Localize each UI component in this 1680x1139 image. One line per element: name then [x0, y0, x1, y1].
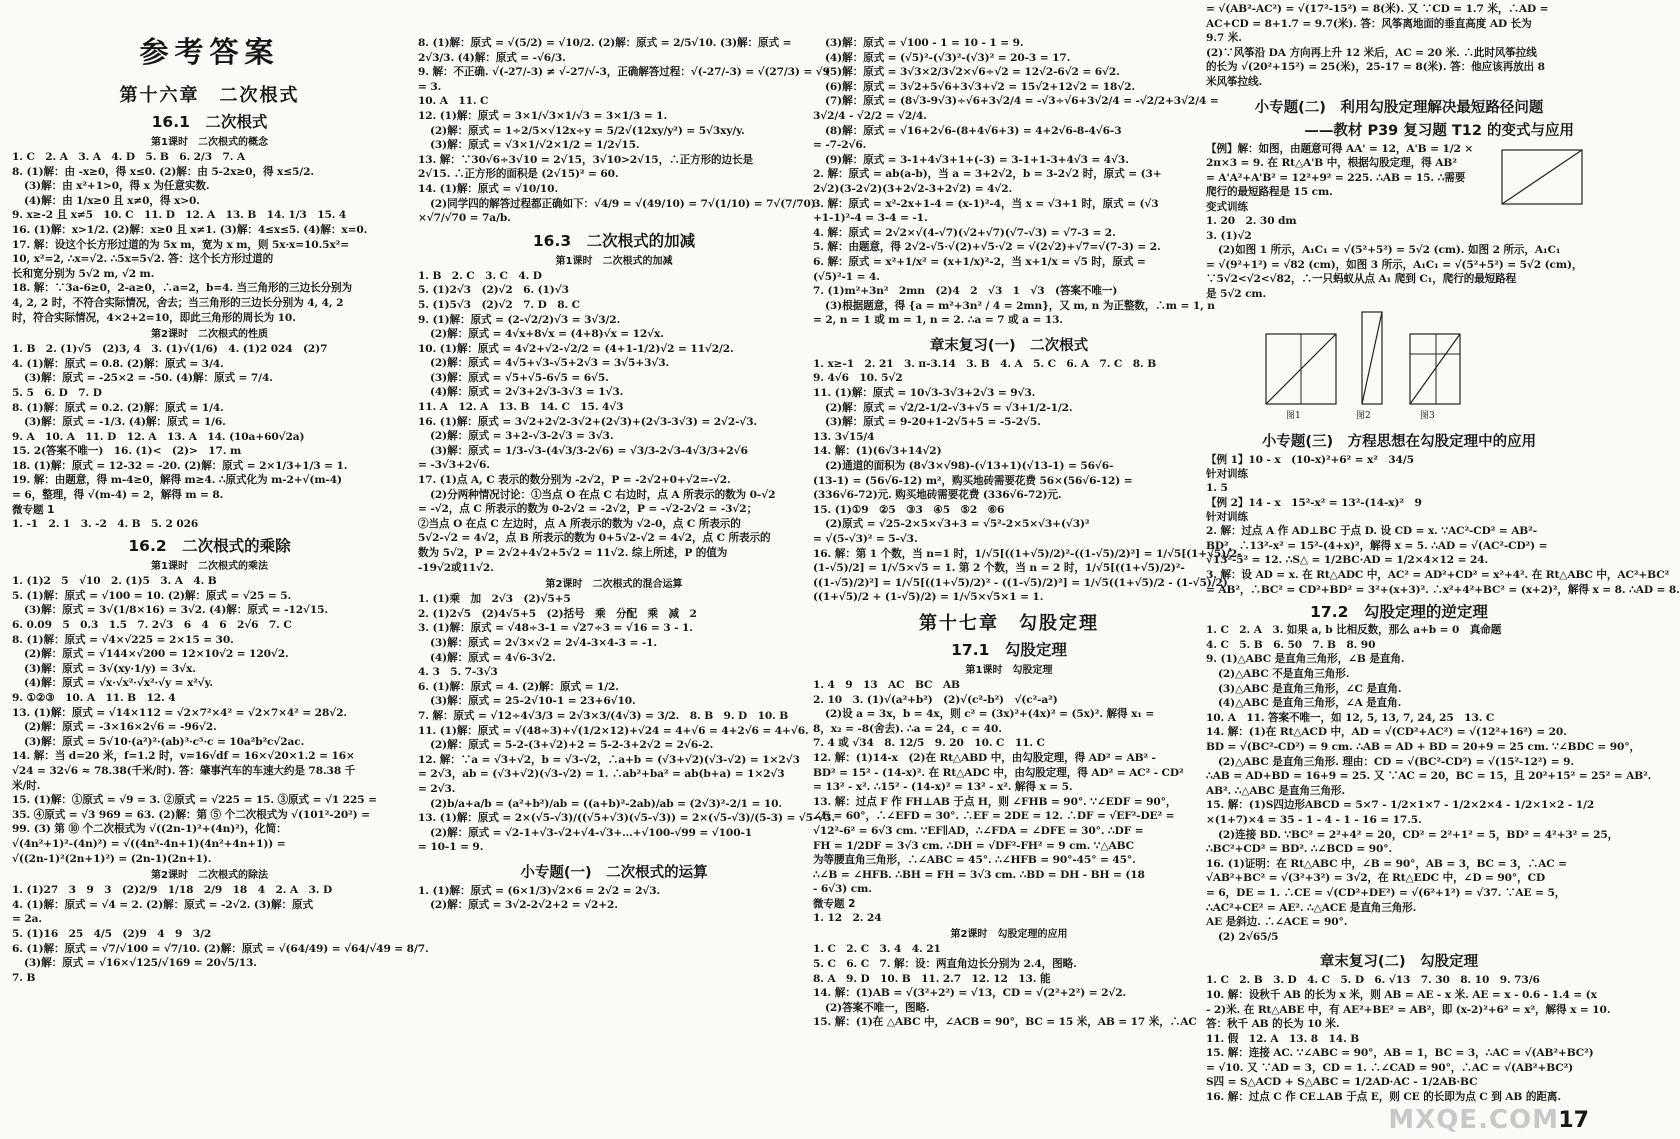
answer-line: (3)解：原式 = 25-2√10-1 = 23+6√10. — [430, 695, 636, 708]
answer-line: 2√3/3. (4)解：原式 = -√6/3. — [418, 51, 566, 64]
answer-line: 17. 解：设这个长方形过道的为 5x m，宽为 x m，则 5x·x=10.5x²= — [12, 238, 349, 251]
answer-line: = 6，DE = 1. ∴CE = √(CD²+DE²) = √(6²+1²) = √37. ∵AE = 5， — [1206, 886, 1566, 899]
answer-line: 35. ④原式 = √3 969 = 63. (2)解：第 ⑤ 个二次根式为 √(101²-20²) = — [12, 808, 370, 821]
micro-topic-title: 微专题 2 — [813, 897, 856, 910]
answer-line: 2. 解：原式 = ab(a-b)，当 a = 3+2√2，b = 3-2√2 时，原式 = (3+ — [813, 168, 1162, 181]
lesson-title: 第1课时 二次根式的加减 — [555, 255, 673, 267]
chapter-16-title: 第十六章 二次根式 — [119, 85, 300, 106]
answer-line: (2)原式 = √25-2×5×√3+3 = √5²-2×5×√3+(√3)² — [825, 518, 1090, 531]
answer-line: 1. C 2. B 3. D 4. C 5. D 6. √13 7. 30 8. 10 9. 73/6 — [1206, 974, 1540, 987]
answer-line: AE 是斜边. ∴∠ACE = 90°. — [1206, 916, 1348, 929]
answer-line: (4)解：由 1/x≥0 且 x≠0，得 x>0. — [24, 194, 200, 207]
answer-line: 1. 20 2. 30 dm — [1206, 214, 1297, 227]
answer-line: 13. (1)解：原式 = 2×(√5-√3)/((√5+√3)(√5-√3)) = 2×(√5-√3)/(5-3) = √5-√3. — [418, 812, 835, 825]
answer-line: 5. (1)16 25 4/5 (2)9 4 9 3/2 — [12, 927, 212, 940]
answer-line: 4. (1)解：原式 = √4 = 2. (2)解：原式 = -2√2. (3)解：原式 — [12, 898, 313, 911]
answer-line: (8)解：原式 = √16+2√6-(8+4√6+3) = 4+2√6-8-4√6-3 — [825, 124, 1122, 137]
answer-line: ×√7/√70 = 7a/b. — [418, 212, 511, 225]
lesson-title: 第2课时 二次根式的混合运算 — [545, 579, 683, 591]
answer-line: = A'A²+A'B² = 12²+9² = 225. ∴AB = 15. ∴需要 — [1206, 171, 1466, 184]
answer-block — [12, 150, 407, 325]
answer-line: 8，x₂ = -8(舍去). ∴a = 24，c = 40. — [813, 722, 1002, 735]
answer-line: (2)答案不唯一，图略. — [825, 1001, 930, 1014]
lesson-title: 第1课时 二次根式的概念 — [151, 137, 268, 148]
answer-block — [1206, 2, 1592, 90]
answer-line: 1. B 2. (1)√5 (2)3, 4 3. (1)√(1/6) 4. (1)2 024 (2)7 — [12, 343, 328, 356]
answer-line: (3)解：原式 = √100 - 1 = 10 - 1 = 9. — [825, 37, 1024, 49]
answer-line: 13. 解：过点 F 作 FH⊥AB 于点 H，则 ∠FHB = 90°. ∵∠EDF = 90°， — [813, 795, 1177, 808]
cuboid-figure-1 — [1262, 314, 1342, 414]
answer-line: (2)解：原式 = √144×√200 = 12×10√2 = 120√2. — [24, 648, 289, 661]
answer-line: 15. (1)①9 ②5 ③3 ④5 ⑤2 ⑥6 — [813, 503, 1005, 516]
answer-line: 12. (1)解：原式 = 3×1/√3×1/√3 = 3×1/3 = 1. — [418, 109, 668, 122]
answer-line: (2)解：原式 = √2-1+√3-√2+√4-√3+…+√100-√99 = √100-1 — [430, 826, 753, 839]
answer-line: (9)解：原式 = 3-1+4√3+1+(-3) = 3-1+1-3+4√3 = 4√3. — [825, 153, 1129, 166]
answer-line: (13-1) = (56√6-12) m²，购买地砖需要花费 56×(56√6-12) = — [813, 474, 1133, 487]
answer-line: √12²-6² = 6√3 cm. ∵EF∥AD，∴∠FDA = ∠DFE = 30°. ∴DF = — [813, 824, 1144, 837]
answer-line: 11. 假 12. A 13. 8 14. B — [1206, 1032, 1360, 1045]
answer-line: -19√2或11√2. — [418, 561, 494, 574]
answer-line: 9. A 10. A 11. D 12. A 13. A 14. (10a+60√2a) — [12, 430, 305, 443]
answer-line: (3)根据题意，得 {a = m²+3n² / 4 = 2mn}，又 m, n 为正整数，∴m = 1, n — [825, 299, 1215, 312]
answer-line: 15. 2(答案不唯一) 16. (1)< (2)> 17. m — [12, 445, 242, 458]
answer-line: (2)分两种情况讨论：①当点 O 在点 C 右边时，点 A 所表示的数为 0-√2 — [430, 488, 776, 501]
answer-line: = √10. 又 ∵AD = 3，CD = 1. ∴∠CAD = 90°，∴AC = √(AB²+BC²) — [1206, 1061, 1574, 1074]
chapter-review-2-title: 章末复习(二) 勾股定理 — [1319, 954, 1479, 971]
answer-line: 3. (1)√2 — [1206, 229, 1252, 242]
answer-line: 15. 解：(1)S四边形ABCD = 5×7 - 1/2×1×7 - 1/2×2×4 - 1/2×1×2 - 1/2 — [1206, 799, 1595, 812]
answer-line: (7)解：原式 = (8√3-9√3)÷√6+3√2/4 = -√3÷√6+3√2/4 = -√2/2+3√2/4 = — [825, 95, 1219, 108]
answer-block — [418, 269, 810, 575]
answer-line: ②当点 O 在点 C 左边时，点 A 所表示的数为 √2-0，点 C 所表示的 — [418, 517, 741, 530]
answer-line: 1. -1 2. 1 3. -2 4. B 5. 2 026 — [12, 517, 199, 530]
answer-line: √AB²+BC² = √(3²+3²) = 3√2，在 Rt△EDC 中，∠D = 90°，CD — [1206, 872, 1546, 885]
answer-line: 5. C 6. C 7. 解：设：两直角边长分别为 2.4，图略. — [813, 958, 1077, 971]
answer-line: AB². ∴△ABC 是直角三角形. — [1206, 784, 1346, 797]
answer-line: AC+CD = 8+1.7 = 9.7(米). 答：风筝离地面的垂直高度 AD 长为 — [1206, 17, 1532, 30]
answer-line: 14. 解：当 d=20 米，f=1.2 时，v=16√df = 16×√20×1.2 = 16× — [12, 750, 355, 763]
answer-line: 7. 4 或 √34 8. 12/5 9. 20 10. C 11. C — [813, 737, 1045, 750]
answer-line: 6. (1)解：原式 = √7/√100 = √7/10. (2)解：原式 = √(64/49) = √64/√49 = 8/7. — [12, 942, 429, 955]
answer-line: = √(AB²-AC²) = √(17²-15²) = 8(米). 又 ∵CD = 1.7 米，∴AD = — [1206, 3, 1549, 15]
answer-line: 14. (1)解：原式 = √10/10. — [418, 182, 559, 195]
answer-line: 8. (1)解：原式 = √(5/2) = √10/2. (2)解：原式 = 2/5√10. (3)解：原式 = — [418, 37, 792, 49]
answer-line: (2)通道的面积为 (8√3×√98)-(√13+1)(√13-1) = 56√6- — [825, 460, 1114, 473]
answer-line: (3)解：原式 = 1/3-√3-(4√3/3-2√6) = √3/3-2√3-4√3/3+2√6 — [430, 444, 748, 457]
answer-line: (2)解：原式 = 3√2-2√2+2 = √2+2. — [430, 899, 618, 912]
column-4 — [1206, 0, 1680, 1139]
answer-line: 1. 4 9 13 AC BC AB — [813, 678, 960, 691]
watermark: MXQE.COM — [1388, 1105, 1559, 1135]
answer-line: (4)解：原式 = 2√3+2√3-3√3 = 1√3. — [430, 386, 624, 399]
answer-line: 【例 2】14 - x 15²-x² = 13²-(14-x)² 9 — [1206, 496, 1422, 509]
answer-line: = 6，整理，得 √(m-4) = 2，解得 m = 8. — [12, 489, 224, 502]
answer-line: 数为 5√2，P = 2√2+4√2+5√2 = 11√2. 综上所述，P 的值为 — [418, 547, 728, 559]
answer-line: (2)解：原式 = √2/2-1/2-√3+√5 = √3+1/2-1/2. — [825, 401, 1073, 414]
answer-line: ((1-√5)/2)²] = 1/√5[((1+√5)/2)² - ((1-√5)/2)²] = 1/√5((1+√5)/2 - (1-√5)/2) — [813, 576, 1228, 589]
cylinder-unfold-diagram — [1496, 144, 1588, 210]
answer-line: 长和宽分别为 5√2 m, √2 m. — [12, 267, 155, 280]
answer-line: ∴BC²+CD² = BD². ∴∠BCD = 90°. — [1206, 843, 1393, 856]
answer-line: (3)解：原式 = 2√3×√2 = 2√4-3×4-3 = -1. — [430, 636, 657, 649]
answer-line: 4, 2, 2 时，不符合实际情况，舍去；当三角形的三边长分别为 4, 4, 2 — [12, 296, 344, 309]
answer-line: (2)∵风筝沿 DA 方向再上升 12 米后，AC = 20 米. ∴此时风筝拉线 — [1206, 46, 1537, 59]
answer-line: = 2√3. — [418, 782, 456, 795]
lesson-title: 第2课时 二次根式的性质 — [151, 329, 268, 341]
answer-line: (3)解：原式 = -1/3. (4)解：原式 = 1/6. — [24, 416, 226, 429]
answer-line: 3. 解：设 AD = x. 在 Rt△ADC 中，AC² = AD²+CD² = x²+4². 在 Rt△ABC 中，AC²+BC² — [1206, 569, 1670, 582]
answer-line: 9. 4√6 10. 5√2 — [813, 372, 903, 385]
answer-line: (2)△ABC 不是直角三角形. — [1218, 668, 1350, 681]
section-17-2-title: 17.2 勾股定理的逆定理 — [1310, 603, 1488, 622]
answer-line: 是 5√2 cm. — [1206, 287, 1267, 300]
answer-line: 5. (1)解：原式 = √100 = 10. (2)解：原式 = √25 = 5. — [12, 589, 292, 602]
answer-line: ((1+√5)/2 + (1-√5)/2) = 1/√5×√5×1 = 1. — [813, 591, 1044, 604]
answer-line: = 3. — [418, 80, 442, 93]
answer-line: 4. 解：原式 = 2√2×√(4-√7)(√2+√7)(√7-√3) = √7-3 = 2. — [813, 226, 1116, 239]
answer-block — [813, 678, 1205, 897]
answer-line: 1. (1)27 3 9 3 (2)2/9 1/18 2/9 18 4 2. A 3. D — [12, 884, 333, 897]
answer-line: 爬行的最短路程是 15 cm. — [1206, 186, 1333, 199]
answer-block — [12, 342, 407, 503]
answer-line: ×(1+7)×4 = 35 - 1 - 4 - 1 - 16 = 17.5. — [1206, 813, 1422, 826]
figure-caption: 图2 — [1356, 410, 1371, 421]
answer-line: +1-1)²-4 = 3-4 = -1. — [813, 212, 928, 225]
answer-line: 9. (1)解：原式 = (2-√2/2)√3 = 3√3/2. — [418, 313, 621, 326]
answer-line: 1. 5 — [1206, 482, 1228, 495]
answer-line: (1-√5)/2] = 1/√5×√5 = 1. 第 2 个数，当 n = 2 时，1/√5[((1+√5)/2)²- — [813, 562, 1185, 575]
answer-line: 6. 解：原式 = x²+1/x² = (x+1/x)²-2，当 x+1/x = √5 时，原式 = — [813, 255, 1146, 268]
answer-line: √(4n²+1)²-(4n)²) = √((4n²-4n+1)(4n²+4n+1)) = — [12, 837, 286, 850]
answer-line: (2)解：原式 = 1÷2/5×√12x÷y = 5/2√(12xy/y²) = 5√3xy/y. — [430, 124, 745, 137]
practice-label: 变式训练 — [1206, 200, 1248, 213]
answer-line: (3)解：原式 = 3√(xy·1/y) = 3√x. — [24, 662, 196, 675]
answer-line: 12. 解：(1)14-x (2)在 Rt△ABD 中，由勾股定理，得 AD² = AB² - — [813, 751, 1156, 764]
column-1 — [12, 0, 429, 1139]
answer-line: 答：秋千 AB 的长为 10 米. — [1206, 1018, 1340, 1031]
answer-line: 2√2)(3-2√2)(3+2√2-3+2√2) = 4√2. — [813, 182, 1013, 195]
page-title: 参考答案 — [139, 35, 280, 69]
answer-line: = AB²，∴BC² = CD²+BD² = 3²+(x+3)². ∴x²+4²+BC² = (x+2)²，解得 x = 8. ∴AD = 8. — [1206, 583, 1680, 596]
answer-line: (2)△ABC 是直角三角形. 理由：CD = √(BC²-CD²) = √(15²-12²) = 9. — [1218, 755, 1575, 768]
lesson-title: 第1课时 勾股定理 — [965, 664, 1053, 676]
answer-line: ∠E = 60°，∴∠EFD = 30°. ∴EF = 2DE = 12. ∴DF = √EF²-DE² = — [813, 810, 1175, 823]
answer-line: (2)b/a+a/b = (a²+b²)/ab = ((a+b)²-2ab)/ab = (2√3)²-2/1 = 10. — [430, 797, 782, 810]
answer-line: (2)解：原式 = 3+2-√3-2√3 = 3√3. — [430, 430, 614, 443]
answer-line: = √(5-√3)² = 5-√3. — [813, 533, 918, 545]
answer-block — [813, 36, 1219, 328]
answer-line: = -7-2√6. — [813, 139, 867, 152]
answer-line: (2)解：原式 = 5-2-(3+√2)+2 = 5-2-3+2√2 = 2√6-2. — [430, 739, 714, 752]
answer-line: 15. 解：(1)在 △ABC 中，∠ACB = 90°，BC = 15 米，AB = 17 米，∴AC — [813, 1016, 1197, 1029]
answer-line: 16. (1)证明：在 Rt△ABC 中，∠B = 90°，AB = 3，BC = 3，∴AC = — [1206, 857, 1567, 870]
answer-line: 18. 解：∵3a-6≥0，2-a≥0，∴a=2，b=4. 当三角形的三边长分别为 — [12, 282, 352, 295]
answer-line: = -3√3+2√6. — [418, 459, 490, 472]
answer-line: ∴∠B = ∠HFB. ∴BH = FH = 3√3 cm. ∴BD = DH - BH = (18 — [813, 868, 1145, 881]
section-16-2-title: 16.2 二次根式的乘除 — [128, 537, 291, 556]
answer-line: 10. (1)解：原式 = 4√2+√2-√2/2 = (4+1-1/2)√2 = 11√2/2. — [418, 342, 734, 355]
answer-line: (3)解：原式 = √5+√5-6√5 = 6√5. — [430, 371, 609, 384]
answer-line: - 2)米. 在 Rt△ABE 中，有 AE²+BE² = AB²，即 (x-2)²+6² = x²，解得 x = 10. — [1206, 1003, 1611, 1016]
answer-line: 1. B 2. C 3. C 4. D — [418, 269, 542, 282]
section-17-1-title: 17.1 勾股定理 — [951, 640, 1067, 659]
answer-line: 7. (1)m²+3n² 2mn (2)4 2 √3 1 √3 (答案不唯一) — [813, 285, 1118, 298]
section-16-3-title: 16.3 二次根式的加减 — [532, 231, 696, 250]
answer-block — [813, 942, 1205, 1030]
answer-line: BD²，∴13²-x² = 15²-(4+x)²，解得 x = 5. ∴AD = √(AC²-CD²) = — [1206, 539, 1548, 552]
cuboid-figure-3 — [1406, 314, 1466, 414]
practice-label: 针对训练 — [1206, 468, 1248, 481]
answer-line: 18. (1)解：原式 = 12-32 = -20. (2)解：原式 = 2×1/3+1/3 = 1. — [12, 459, 348, 472]
answer-line: (√5)²-1 = 4. — [813, 270, 880, 283]
answer-line: 11. (1)解：原式 = √(48÷3)+√(1/2×12)+√24 = 4+√6 = 4+2√6 = 4+√6. — [418, 724, 809, 737]
answer-line: 2. 解：过点 A 作 AD⊥BC 于点 D. 设 CD = x. ∵AC²-CD² = AB²- — [1206, 525, 1538, 538]
answer-line: 4. 3 5. 7-3√3 — [418, 666, 498, 679]
answer-line: 1. 12 2. 24 — [813, 911, 882, 924]
answer-line: 11. A 12. A 13. B 14. C 15. 4√3 — [418, 401, 624, 414]
answer-line: 3√2/4 - √2/2 = √2/4. — [813, 109, 927, 122]
answer-line: 19. 解：由题意，得 m-4≥0，解得 m≥4. ∴原式化为 m-2+√(m-4) — [12, 474, 342, 487]
answer-line: 【例】解：如图，由题意可得 AA' = 12，A'B = 1/2 × — [1206, 142, 1474, 155]
answer-line: 的长为 √(20²+15²) = 25(米)，25-17 = 8(米). 答：他应该再放出 8 — [1206, 61, 1545, 74]
answer-line: (4)解：原式 = √x·√x²·√x²·√y = x²√y. — [24, 677, 214, 690]
answer-line: 2. 10 3. (1)√(a²+b²) (2)√(c²-b²) √(c²-a²) — [813, 693, 1058, 706]
answer-block — [1206, 973, 1611, 1104]
answer-line: 13. (1)解：原式 = √14×112 = √2×7²×4² = √2×7×4² = 28√2. — [12, 706, 347, 719]
answer-line: BD² = 15² - (14-x)². 在 Rt△ADC 中，由勾股定理，得 AD² = AC² - CD² — [813, 766, 1184, 779]
answer-line: 11. (1)解：原式 = 10√3-3√3+2√3 = 9√3. — [813, 387, 1036, 400]
answer-line: 9. ①②③ 10. A 11. B 12. 4 — [12, 692, 176, 704]
answer-line: 15. 解：连接 AC. ∵∠ABC = 90°，AB = 1，BC = 3，∴AC = √(AB²+BC²) — [1206, 1047, 1594, 1060]
answer-line: 99. (3) 第 ⑩ 个二次根式为 √((2n-1)²+(4n)²)，化简： — [12, 823, 287, 836]
answer-line: 4. C 5. B 6. 50 7. B 8. 90 — [1206, 638, 1376, 651]
answer-line: 1. x≥-1 2. 21 3. π-3.14 3. B 4. A 5. C 6. A 7. C 8. B — [813, 357, 1157, 370]
answer-line: 米风筝拉线. — [1206, 75, 1263, 88]
answer-line: BD = √(BC²-CD²) = 9 cm. ∴AB = AD + BD = 20+9 = 25 cm. ∵∠BDC = 90°， — [1206, 741, 1641, 753]
answer-line: 8. (1)解：由 -x≥0，得 x≤0. (2)解：由 5-2x≥0，得 x≤5/2. — [12, 165, 314, 178]
answer-line: (3)解：原式 = -25×2 = -50. (4)解：原式 = 7/4. — [24, 372, 273, 385]
answer-line: 9. 解：不正确. √(-27/-3) ≠ √-27/√-3，正确解答过程：√(-27/-3) = √(27/3) = √9 — [418, 66, 830, 79]
answer-line: - 6√3) cm. — [813, 883, 872, 896]
answer-block — [1206, 453, 1680, 598]
answer-line: ∴AC²+CE² = AE². ∴△ACE 是直角三角形. — [1206, 901, 1417, 914]
answer-block — [418, 36, 830, 226]
answer-line: √((2n-1)²(2n+1)²) = (2n-1)(2n+1). — [12, 852, 212, 865]
answer-line: ∵5√2<√2<√82，∴一只蚂蚁从点 A₁ 爬到 C₁，爬行的最短路程 — [1206, 273, 1517, 286]
answer-line: 4. (1)解：原式 = 0.8. (2)解：原式 = 3/4. — [12, 357, 224, 370]
answer-line: 9. x≥-2 且 x≠5 10. C 11. D 12. A 13. B 14. 1/3 15. 4 — [12, 209, 347, 222]
answer-line: (2)连接 BD. ∵BC² = 2²+4² = 20，CD² = 2²+1² = 5，BD² = 4²+3² = 25， — [1218, 828, 1619, 841]
answer-line: 14. 解：(1)AB = √(3²+2²) = √13，CD = √(2²+2²) = 2√2. — [813, 987, 1127, 1000]
answer-line: 10. A 11. 答案不唯一，如 12, 5, 13, 7, 24, 25 13. C — [1206, 711, 1495, 724]
answer-line: = 2√3，ab = (√3+√2)(√3-√2) = 1. ∴ab²+ba² = ab(b+a) = 1×2√3 — [418, 768, 785, 781]
answer-line: 5. (1)2√3 (2)√2 6. (1)√3 — [418, 284, 569, 297]
cuboid-figures — [1206, 306, 1592, 424]
page-number: 17 — [1558, 1108, 1589, 1133]
answer-line: 12. 解：∵a = √3+√2，b = √3-√2，∴a+b = (√3+√2)(√3-√2) = 1×2√3 — [418, 753, 800, 766]
lesson-title: 第1课时 二次根式的乘法 — [151, 561, 268, 573]
answer-line: S四 = S△ACD + S△ABC = 1/2AD·AC - 1/2AB·BC — [1206, 1076, 1478, 1089]
answer-line: 为等腰直角三角形，∴∠ABC = 45°. ∴∠HFB = 90°-45° = 45°. — [813, 854, 1136, 867]
answer-line: 6. (1)解：原式 = 4. (2)解：原式 = 1/2. — [418, 680, 619, 693]
answer-line: (6)解：原式 = 3√2+5√6+3√3+√2 = 15√2+12√2 = 18√2. — [825, 80, 1135, 93]
answer-line: (2)解：原式 = 4√5+√3-√5+2√3 = 3√5+3√3. — [430, 357, 670, 370]
answer-line: 6. 0.09 5 0.3 1.5 7. 2√3 6 4 6 2√6 7. C — [12, 619, 292, 632]
answer-line: 3. 解：原式 = x²-2x+1-4 = (x-1)²-4，当 x = √3+1 时，原式 = (√3 — [813, 197, 1159, 210]
section-16-1-title: 16.1 二次根式 — [151, 113, 268, 131]
answer-line: 【例 1】10 - x (10-x)²+6² = x² 34/5 — [1206, 453, 1414, 466]
answer-line: 7. B — [12, 971, 36, 984]
answer-line: (2)解：原式 = -3×16×2√6 = -96√2. — [24, 721, 217, 734]
answer-line: (5)解：原式 = 3√3×2/3√2×√6÷√2 = 12√2-6√2 = 6√2. — [825, 66, 1120, 79]
answer-line: √13²-5² = 12. ∴S△ = 1/2BC·AD = 1/2×4×12 = 24. — [1206, 554, 1489, 567]
answer-line: 14. 解：(1)在 Rt△ACD 中，AD = √(CD²+AC²) = √(12²+16²) = 20. — [1206, 726, 1567, 739]
answer-block — [1206, 623, 1652, 944]
answer-line: (2) 2√65/5 — [1218, 930, 1279, 943]
answer-block — [12, 883, 429, 985]
answer-line: (336√6-72)元. 购买地砖需要花费 (336√6-72)元. — [813, 489, 1062, 502]
answer-line: 时，符合实际情况，4×2+2=10，即此三角形的周长为 10. — [12, 311, 296, 324]
answer-line: = 2a. — [12, 913, 42, 926]
lesson-title: 第2课时 勾股定理的应用 — [950, 929, 1068, 941]
answer-line: (3)解：原式 = 9-20+1-2√5+5 = -5-2√5. — [825, 416, 1041, 429]
answer-line: 1. C 2. C 3. 4 4. 21 — [813, 943, 941, 956]
answer-block — [418, 592, 835, 855]
answer-line: = 10-1 = 9. — [418, 841, 484, 854]
answer-line: 16. (1)解：原式 = 3√2+2√2-3√2+(2√3)+(2√3-3√3) = 2√2-√3. — [418, 415, 758, 428]
answer-line: 1. (1)2 5 √10 2. (1)5 3. A 4. B — [12, 575, 217, 588]
answer-line: 2π×3 = 9. 在 Rt△A'B 中，根据勾股定理，得 AB² — [1206, 157, 1457, 170]
answer-line: 13. 解：∵30√6÷3√10 = 2√15，3√10>2√15，∴正方形的边长是 — [418, 153, 754, 166]
answer-line: 1. (1)乘 加 2√3 (2)√5+5 — [418, 593, 571, 606]
answer-line: = 2, n = 1 或 m = 1, n = 2. ∴a = 7 或 a = 13. — [813, 314, 1063, 327]
answer-line: 10. 解：设秋千 AB 的长为 x 米，则 AB = AE - x 米. AE = x - 0.6 - 1.4 = (x — [1206, 988, 1597, 1001]
answer-line: (4)解：原式 = (√5)²-(√3)²-(√3)² = 20-3 = 17. — [825, 51, 1071, 64]
answer-line: (3)解：原式 = 5√10·(a²)²·(ab)³·c⁵·c = 10a²b²c√2ac. — [24, 735, 305, 748]
answer-line: 8. (1)解：原式 = √4×√225 = 2×15 = 30. — [12, 633, 234, 646]
answer-line: FH = 1/2DF = 3√3 cm. ∴DH = √DF²-FH² = 9 cm. ∵△ABC — [813, 839, 1134, 852]
answer-line: = -√2，点 C 所表示的数为 0-2√2 = -2√2，P = -√2-2√2 = -3√2； — [418, 503, 758, 516]
answer-line: 5. (1)5√3 (2)√2 7. D 8. C — [418, 298, 580, 311]
answer-line: 8. (1)解：原式 = 0.2. (2)解：原式 = 1/4. — [12, 401, 224, 414]
answer-line: 1. (1)解：原式 = (6×1/3)√2×6 = 2√2 = 2√3. — [418, 884, 661, 897]
answer-line: 16. (1)解：x>1/2. (2)解：x≥0 且 x≠1. (3)解：4≤x≤5. (4)解：x=0. — [12, 223, 368, 236]
lesson-title: 第2课时 二次根式的除法 — [151, 870, 268, 882]
answer-line: 13. 3√15/4 — [813, 430, 875, 443]
answer-line: (3)解：原式 = √3×1/√2×1/2 = 1/2√15. — [430, 139, 640, 152]
answer-line: 9.7 米. — [1206, 32, 1242, 45]
answer-line: 5. 解：由题意，得 2√2-√5·√(2)+√5·√2 = √(2√2)+√7=√(7-3) = 2. — [813, 241, 1161, 254]
answer-line: ∴AB = AD+BD = 16+9 = 25. 又 ∵AC = 20，BC = 15，且 20²+15² = 25² = AB². — [1206, 770, 1652, 783]
topic-3-title: 小专题(三) 方程思想在勾股定理中的应用 — [1261, 433, 1537, 450]
answer-line: 14. 解：(1)(6√3+14√2) — [813, 445, 942, 458]
answer-line: (3)解：原式 = √16×√125/√169 = 20√5/13. — [24, 957, 257, 970]
answer-line: (2)设 a = 3x，b = 4x，则 c² = (3x)²+(4x)² = (5x)². 解得 x₁ = — [825, 708, 1155, 721]
answer-line: 2√15. ∴正方形的面积是 (2√15)² = 60. — [418, 168, 619, 181]
answer-line: 9. (1)△ABC 是直角三角形，∠B 是直角. — [1206, 653, 1405, 666]
micro-topic-title: 微专题 1 — [12, 503, 55, 516]
answer-line: (3)△ABC 是直角三角形，∠C 是直角. — [1218, 682, 1402, 695]
answer-line: 16. 解：第 1 个数，当 n=1 时，1/√5[((1+√5)/2)²-((1-√5)/2)²] = 1/√5[(1+√5)/2- — [813, 547, 1242, 560]
answer-line: 16. 解：过点 C 作 CE⊥AB 于点 E，则 CE 的长即为点 C 到 AB 的距离. — [1206, 1091, 1561, 1104]
answer-line: (3)解：由 x²+1>0，得 x 为任意实数. — [24, 180, 210, 193]
answer-line: 17. (1)点 A, C 表示的数分别为 -2√2，P = -2√2+0+√2=-√2. — [418, 474, 731, 487]
answer-line: (2)同学四的解答过程都正确如下：√4/9 = √(49/10) = 7√(1/10) = 7√(7/70) — [430, 197, 816, 210]
cuboid-figure-2 — [1358, 306, 1388, 416]
answer-line: 10, x²=2, ∴x=√2. ∴5x=5√2. 答：这个长方形过道的 — [12, 253, 274, 266]
chapter-17-title: 第十七章 勾股定理 — [919, 612, 1099, 634]
answer-line: 2. (1)2√5 (2)4√5+5 (2)括号 乘 分配 乘 减 2 — [418, 607, 697, 620]
answer-block — [12, 574, 407, 866]
figure-caption: 图3 — [1420, 410, 1435, 421]
figure-caption: 图1 — [1286, 410, 1301, 421]
answer-line: 5√2-√2 = 4√2，点 B 所表示的数为 0+5√2-√2 = 4√2，点 C 所表示的 — [418, 532, 771, 545]
example-block — [1206, 142, 1592, 302]
practice-label: 针对训练 — [1206, 511, 1248, 524]
answer-line: (2)解：原式 = 4√x+8√x = (4+8)√x = 12√x. — [430, 328, 664, 341]
answer-line: 1. C 2. A 3. A 4. D 5. B 6. 2/3 7. A — [12, 151, 246, 163]
answer-line: √24 = 32√6 ≈ 78.38(千米/时). 答：肇事汽车的车速大约是 78.38 千 — [12, 764, 356, 777]
answer-line: 1. C 2. A 3. 如果 a, b 比相反数，那么 a+b = 0 真命题 — [1206, 624, 1502, 637]
topic-2-subtitle: ——教材 P39 复习题 T12 的变式与应用 — [1304, 122, 1574, 139]
answer-line: 10. A 11. C — [418, 95, 489, 108]
answer-line: (4)解：原式 = 4√6-3√2. — [430, 651, 556, 664]
answer-line: (4)△ABC 是直角三角形，∠A 是直角. — [1218, 697, 1402, 710]
topic-2-title: 小专题(二) 利用勾股定理解决最短路径问题 — [1254, 99, 1544, 116]
answer-line: = √(9²+1²) = √82 (cm)，如图 3 所示，A₁C₁ = √(5²+5²) = 5√2 (cm)， — [1206, 258, 1583, 271]
topic-1-title: 小专题(一) 二次根式的运算 — [520, 864, 708, 881]
answer-line: (3)解：原式 = 3√(1/8×16) = 3√2. (4)解：原式 = -12√15. — [24, 604, 329, 617]
answer-line: 5. 5 6. D 7. D — [12, 386, 102, 399]
answer-line: = 13² - x². ∴15² - (14-x)² = 13² - x². 解得 x = 5. — [813, 781, 1073, 794]
answer-line: 8. A 9. D 10. B 11. 2.7 12. 12 13. 能 — [813, 972, 1051, 985]
answer-line: 3. (1)解：原式 = √48÷3-1 = √27÷3 = √16 = 3 - 1. — [418, 622, 693, 635]
answer-line: 15. (1)解：①原式 = √9 = 3. ②原式 = √225 = 15. ③原式 = √1 225 = — [12, 794, 377, 807]
answer-line: 米/时. — [12, 779, 41, 792]
chapter-review-1-title: 章末复习(一) 二次根式 — [929, 337, 1089, 354]
answer-line: (2)如图 1 所示，A₁C₁ = √(5²+5²) = 5√2 (cm). 如图 2 所示，A₁C₁ — [1218, 244, 1561, 257]
answer-line: 7. 解：原式 = √12÷4√3/3 = 2√3×3/(4√3) = 3/2. 8. B 9. D 10. B — [418, 709, 789, 722]
